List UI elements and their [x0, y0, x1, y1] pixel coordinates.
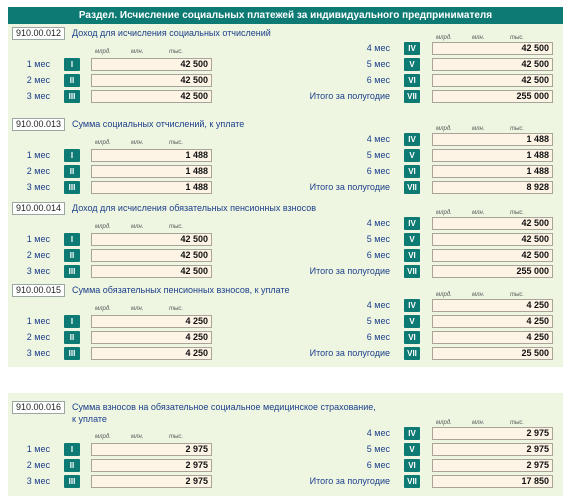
section-title: Доход для исчисления социальных отчислений: [72, 28, 271, 38]
row-number-badge: IV: [404, 133, 420, 146]
amount-field[interactable]: 2 975: [91, 443, 212, 456]
row-number-badge: VI: [404, 74, 420, 87]
row-number-badge: VII: [404, 181, 420, 194]
row-number-badge: III: [64, 347, 80, 360]
total-label: Итого за полугодие: [309, 266, 390, 276]
unit-label-right: млрд.: [436, 210, 452, 216]
unit-label-left: млрд.: [95, 434, 111, 440]
amount-field[interactable]: 42 500: [91, 90, 212, 103]
total-label: Итого за полугодие: [309, 476, 390, 486]
amount-field[interactable]: 42 500: [432, 217, 553, 230]
unit-label-left: млн.: [131, 224, 144, 230]
section-code: 910.00.015: [12, 284, 65, 297]
block-910-00-012: [8, 27, 563, 117]
row-number-badge: V: [404, 149, 420, 162]
block-910-00-016: [8, 401, 563, 491]
row-number-badge: V: [404, 443, 420, 456]
amount-field[interactable]: 42 500: [91, 265, 212, 278]
amount-field[interactable]: 4 250: [432, 315, 553, 328]
row-number-badge: IV: [404, 427, 420, 440]
section-title-cont: к уплате: [72, 414, 107, 424]
amount-field[interactable]: 42 500: [91, 58, 212, 71]
row-number-badge: VI: [404, 459, 420, 472]
unit-label-right: тыс.: [510, 292, 525, 298]
unit-label-right: млн.: [472, 210, 485, 216]
amount-field[interactable]: 4 250: [91, 315, 212, 328]
unit-label-left: млн.: [131, 434, 144, 440]
unit-label-right: тыс.: [510, 35, 525, 41]
unit-label-right: млн.: [472, 35, 485, 41]
amount-field[interactable]: 42 500: [432, 58, 553, 71]
amount-field[interactable]: 4 250: [432, 331, 553, 344]
row-number-badge: V: [404, 315, 420, 328]
month-label: 2 мес: [26, 75, 50, 85]
amount-field[interactable]: 1 488: [432, 133, 553, 146]
amount-field[interactable]: 4 250: [91, 347, 212, 360]
amount-field[interactable]: 4 250: [432, 299, 553, 312]
row-number-badge: III: [64, 181, 80, 194]
unit-label-left: млрд.: [95, 306, 111, 312]
month-label: 6 мес: [366, 166, 390, 176]
row-number-badge: VII: [404, 347, 420, 360]
row-number-badge: VI: [404, 331, 420, 344]
section-code: 910.00.014: [12, 202, 65, 215]
unit-label-left: млрд.: [95, 140, 111, 146]
month-label: 4 мес: [366, 428, 390, 438]
month-label: 2 мес: [26, 250, 50, 260]
row-number-badge: IV: [404, 299, 420, 312]
row-number-badge: VI: [404, 165, 420, 178]
month-label: 3 мес: [26, 182, 50, 192]
row-number-badge: I: [64, 233, 80, 246]
row-number-badge: I: [64, 58, 80, 71]
row-number-badge: I: [64, 443, 80, 456]
amount-field[interactable]: 42 500: [91, 233, 212, 246]
section-header: Раздел. Исчисление социальных платежей за индивидуального предпринимателя: [8, 7, 563, 24]
total-amount-field[interactable]: 8 928: [432, 181, 553, 194]
month-label: 1 мес: [26, 150, 50, 160]
block-910-00-014: [8, 202, 563, 292]
row-number-badge: II: [64, 165, 80, 178]
block-910-00-013: [8, 118, 563, 208]
month-label: 2 мес: [26, 332, 50, 342]
month-label: 4 мес: [366, 218, 390, 228]
month-label: 5 мес: [366, 316, 390, 326]
row-number-badge: IV: [404, 217, 420, 230]
section-title: Сумма социальных отчислений, к уплате: [72, 119, 245, 129]
amount-field[interactable]: 1 488: [91, 165, 212, 178]
total-label: Итого за полугодие: [309, 91, 390, 101]
month-label: 5 мес: [366, 150, 390, 160]
month-label: 4 мес: [366, 43, 390, 53]
amount-field[interactable]: 42 500: [432, 74, 553, 87]
month-label: 3 мес: [26, 266, 50, 276]
unit-label-right: млрд.: [436, 35, 452, 41]
section-code: 910.00.013: [12, 118, 65, 131]
total-amount-field[interactable]: 17 850: [432, 475, 553, 488]
unit-label-left: тыс.: [169, 140, 184, 146]
section-title: Сумма взносов на обязательное социальное медицинское страхование,: [72, 402, 376, 412]
amount-field[interactable]: 1 488: [432, 149, 553, 162]
month-label: 6 мес: [366, 250, 390, 260]
row-number-badge: II: [64, 74, 80, 87]
section-code: 910.00.016: [12, 401, 65, 414]
row-number-badge: V: [404, 233, 420, 246]
amount-field[interactable]: 2 975: [91, 459, 212, 472]
form-panel-medical: [8, 393, 563, 496]
amount-field[interactable]: 1 488: [432, 165, 553, 178]
unit-label-left: тыс.: [169, 224, 184, 230]
total-amount-field[interactable]: 255 000: [432, 90, 553, 103]
month-label: 3 мес: [26, 348, 50, 358]
row-number-badge: IV: [404, 42, 420, 55]
unit-label-right: млн.: [472, 420, 485, 426]
unit-label-right: тыс.: [510, 210, 525, 216]
amount-field[interactable]: 42 500: [432, 42, 553, 55]
block-910-00-015: [8, 284, 563, 374]
amount-field[interactable]: 2 975: [91, 475, 212, 488]
amount-field[interactable]: 1 488: [91, 149, 212, 162]
row-number-badge: V: [404, 58, 420, 71]
row-number-badge: II: [64, 331, 80, 344]
unit-label-left: тыс.: [169, 434, 184, 440]
row-number-badge: II: [64, 249, 80, 262]
unit-label-left: млрд.: [95, 49, 111, 55]
amount-field[interactable]: 2 975: [432, 459, 553, 472]
amount-field[interactable]: 2 975: [432, 427, 553, 440]
amount-field[interactable]: 42 500: [432, 233, 553, 246]
section-title: Сумма обязательных пенсионных взносов, к уплате: [72, 285, 290, 295]
row-number-badge: III: [64, 265, 80, 278]
month-label: 5 мес: [366, 444, 390, 454]
row-number-badge: III: [64, 475, 80, 488]
total-label: Итого за полугодие: [309, 348, 390, 358]
unit-label-right: млн.: [472, 126, 485, 132]
month-label: 6 мес: [366, 332, 390, 342]
unit-label-right: тыс.: [510, 420, 525, 426]
month-label: 6 мес: [366, 75, 390, 85]
month-label: 5 мес: [366, 59, 390, 69]
unit-label-left: тыс.: [169, 306, 184, 312]
unit-label-right: млрд.: [436, 126, 452, 132]
section-code: 910.00.012: [12, 27, 65, 40]
month-label: 3 мес: [26, 476, 50, 486]
month-label: 1 мес: [26, 444, 50, 454]
row-number-badge: VII: [404, 90, 420, 103]
amount-field[interactable]: 1 488: [91, 181, 212, 194]
row-number-badge: VII: [404, 475, 420, 488]
month-label: 1 мес: [26, 316, 50, 326]
row-number-badge: I: [64, 315, 80, 328]
amount-field[interactable]: 42 500: [91, 74, 212, 87]
month-label: 1 мес: [26, 234, 50, 244]
row-number-badge: II: [64, 459, 80, 472]
row-number-badge: VII: [404, 265, 420, 278]
month-label: 4 мес: [366, 300, 390, 310]
unit-label-left: млн.: [131, 306, 144, 312]
month-label: 2 мес: [26, 166, 50, 176]
month-label: 4 мес: [366, 134, 390, 144]
unit-label-left: млн.: [131, 140, 144, 146]
form-panel-main: [8, 7, 563, 367]
amount-field[interactable]: 4 250: [91, 331, 212, 344]
unit-label-left: тыс.: [169, 49, 184, 55]
month-label: 3 мес: [26, 91, 50, 101]
month-label: 6 мес: [366, 460, 390, 470]
unit-label-right: тыс.: [510, 126, 525, 132]
month-label: 2 мес: [26, 460, 50, 470]
unit-label-left: млн.: [131, 49, 144, 55]
month-label: 5 мес: [366, 234, 390, 244]
amount-field[interactable]: 2 975: [432, 443, 553, 456]
row-number-badge: VI: [404, 249, 420, 262]
amount-field[interactable]: 42 500: [91, 249, 212, 262]
total-amount-field[interactable]: 255 000: [432, 265, 553, 278]
amount-field[interactable]: 42 500: [432, 249, 553, 262]
total-amount-field[interactable]: 25 500: [432, 347, 553, 360]
unit-label-right: млн.: [472, 292, 485, 298]
total-label: Итого за полугодие: [309, 182, 390, 192]
month-label: 1 мес: [26, 59, 50, 69]
unit-label-left: млрд.: [95, 224, 111, 230]
row-number-badge: III: [64, 90, 80, 103]
unit-label-right: млрд.: [436, 420, 452, 426]
row-number-badge: I: [64, 149, 80, 162]
unit-label-right: млрд.: [436, 292, 452, 298]
section-title: Доход для исчисления обязательных пенсионных взносов: [72, 203, 317, 213]
